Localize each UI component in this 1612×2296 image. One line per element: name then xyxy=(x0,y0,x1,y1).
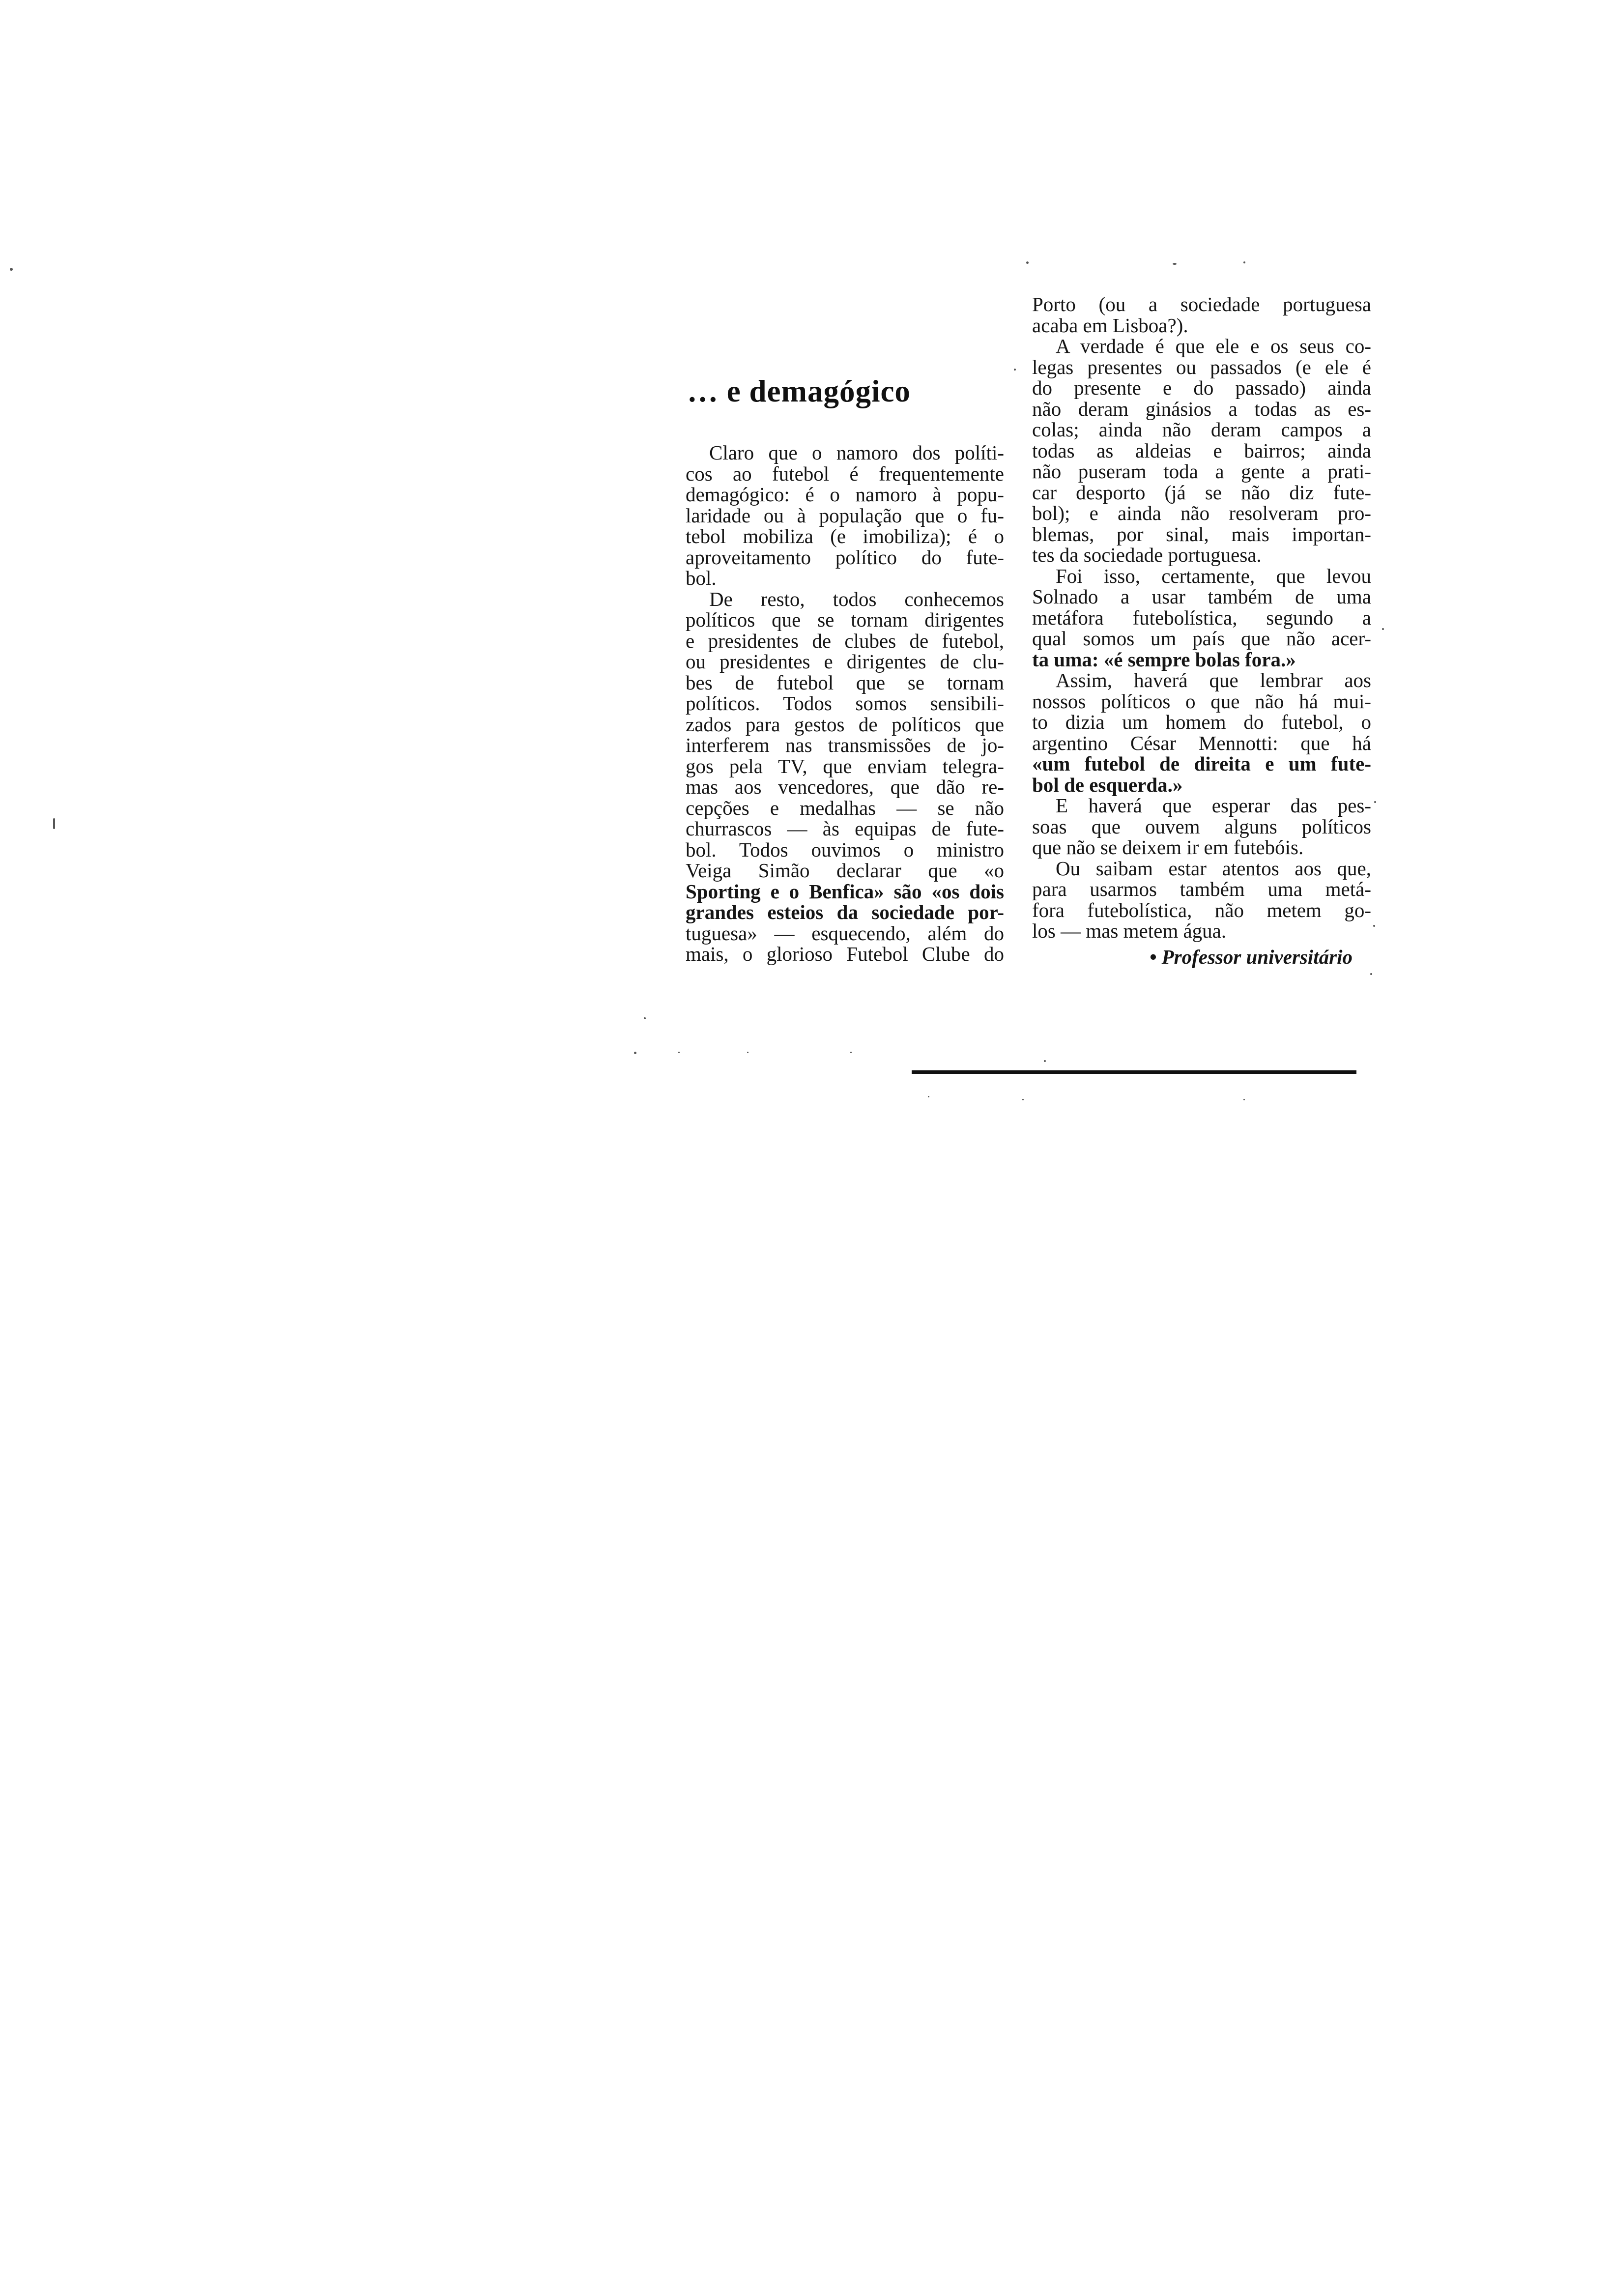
article-column-left xyxy=(686,442,1004,965)
text-line: Porto (ou a sociedade portuguesa xyxy=(1032,293,1371,316)
scan-speck xyxy=(1014,369,1016,371)
text-line: bol. Todos ouvimos o ministro xyxy=(686,838,1004,861)
text-line: fora futebolística, não metem go- xyxy=(1032,898,1371,921)
text-line: não deram ginásios a todas as es- xyxy=(1032,397,1371,420)
text-line: cos ao futebol é frequentemente xyxy=(686,462,1004,485)
text-line: laridade ou à população que o fu- xyxy=(686,504,1004,527)
text-line: não puseram toda a gente a prati- xyxy=(1032,460,1371,483)
text-line: «um futebol de direita e um fute- xyxy=(1032,752,1371,775)
text-line: Assim, haverá que lembrar aos xyxy=(1056,669,1371,691)
text-line: acaba em Lisboa?). xyxy=(1032,314,1188,337)
column-end-rule xyxy=(912,1070,1356,1074)
scan-speck xyxy=(1370,973,1372,975)
text-line: interferem nas transmissões de jo- xyxy=(686,734,1004,756)
scan-speck xyxy=(1044,1060,1046,1062)
text-line: tuguesa» — esquecendo, além do xyxy=(686,921,1004,945)
text-line: para usarmos também uma metá- xyxy=(1032,878,1371,900)
scan-speck xyxy=(747,1052,748,1053)
text-line: Ou saibam estar atentos aos que, xyxy=(1056,857,1371,880)
article-column-right xyxy=(1032,294,1371,967)
text-line: De resto, todos conhecemos xyxy=(709,587,1004,610)
scan-speck xyxy=(634,1052,636,1054)
text-line: bol. xyxy=(686,567,717,589)
text-line: to dizia um homem do futebol, o xyxy=(1032,711,1371,733)
text-line: gos pela TV, que enviam telegra- xyxy=(686,754,1004,777)
text-line: zados para gestos de políticos que xyxy=(686,713,1004,736)
text-line: ta uma: «é sempre bolas fora.» xyxy=(1032,648,1296,671)
text-line: Solnado a usar também de uma xyxy=(1032,585,1371,608)
text-line: car desporto (já se não diz fute- xyxy=(1032,481,1371,504)
text-line: demagógico: é o namoro à popu- xyxy=(686,483,1004,506)
scan-speck xyxy=(1373,925,1375,927)
text-line: todas as aldeias e bairros; ainda xyxy=(1032,439,1371,462)
text-line: do presente e do passado) ainda xyxy=(1032,376,1371,399)
scan-speck xyxy=(850,1052,852,1053)
text-line: bol de esquerda.» xyxy=(1032,773,1183,796)
scan-speck xyxy=(928,1096,929,1097)
scan-speck xyxy=(1022,1099,1024,1100)
text-line: ou presidentes e dirigentes de clu- xyxy=(686,650,1004,673)
scan-speck xyxy=(1243,1099,1245,1100)
text-line: los — mas metem água. xyxy=(1032,919,1227,942)
article-headline: … e demagógico xyxy=(687,374,911,408)
text-line: metáfora futebolística, segundo a xyxy=(1032,606,1371,629)
text-line: e presidentes de clubes de futebol, xyxy=(686,629,1004,652)
text-line: que não se deixem ir em futebóis. xyxy=(1032,836,1304,859)
text-line: bes de futebol que se tornam xyxy=(686,671,1004,694)
text-line: Foi isso, certamente, que levou xyxy=(1056,564,1371,587)
text-line: Claro que o namoro dos políti- xyxy=(709,441,1004,464)
scan-speck xyxy=(1173,263,1177,265)
author-byline: • Professor universitário xyxy=(1149,945,1353,968)
text-line: qual somos um país que não acer- xyxy=(1032,627,1371,650)
text-line: aproveitamento político do fute- xyxy=(686,545,1004,569)
text-line: A verdade é que ele e os seus co- xyxy=(1056,335,1371,357)
text-line: mais, o glorioso Futebol Clube do xyxy=(686,943,1004,965)
text-line: blemas, por sinal, mais importan- xyxy=(1032,522,1371,545)
text-line: mas aos vencedores, que dão re- xyxy=(686,775,1004,798)
text-line: grandes esteios da sociedade por- xyxy=(686,901,1004,923)
text-line: cepções e medalhas — se não xyxy=(686,796,1004,819)
text-line: tes da sociedade portuguesa. xyxy=(1032,544,1262,566)
text-line: legas presentes ou passados (e ele é xyxy=(1032,355,1371,378)
text-line: Veiga Simão declarar que «o xyxy=(686,859,1004,882)
scan-speck xyxy=(1374,801,1376,803)
text-line: churrascos — às equipas de fute- xyxy=(686,817,1004,840)
scan-speck xyxy=(10,268,13,271)
text-line: nossos políticos o que não há mui- xyxy=(1032,689,1371,713)
scan-speck xyxy=(644,1017,646,1019)
text-line: políticos. Todos somos sensibili- xyxy=(686,692,1004,715)
text-line: políticos que se tornam dirigentes xyxy=(686,608,1004,631)
text-line: argentino César Mennotti: que há xyxy=(1032,731,1371,754)
text-line: bol); e ainda não resolveram pro- xyxy=(1032,502,1371,524)
scan-speck xyxy=(53,818,55,829)
scan-speck xyxy=(1243,261,1245,263)
text-line: colas; ainda não deram campos a xyxy=(1032,418,1371,441)
scan-speck xyxy=(1382,628,1384,630)
text-line: soas que ouvem alguns políticos xyxy=(1032,815,1371,838)
text-line: E haverá que esperar das pes- xyxy=(1056,794,1371,817)
scan-speck xyxy=(678,1052,680,1053)
scan-speck xyxy=(1026,261,1029,264)
text-line: Sporting e o Benfica» são «os dois xyxy=(686,880,1004,903)
text-line: tebol mobiliza (e imobiliza); é o xyxy=(686,525,1004,547)
